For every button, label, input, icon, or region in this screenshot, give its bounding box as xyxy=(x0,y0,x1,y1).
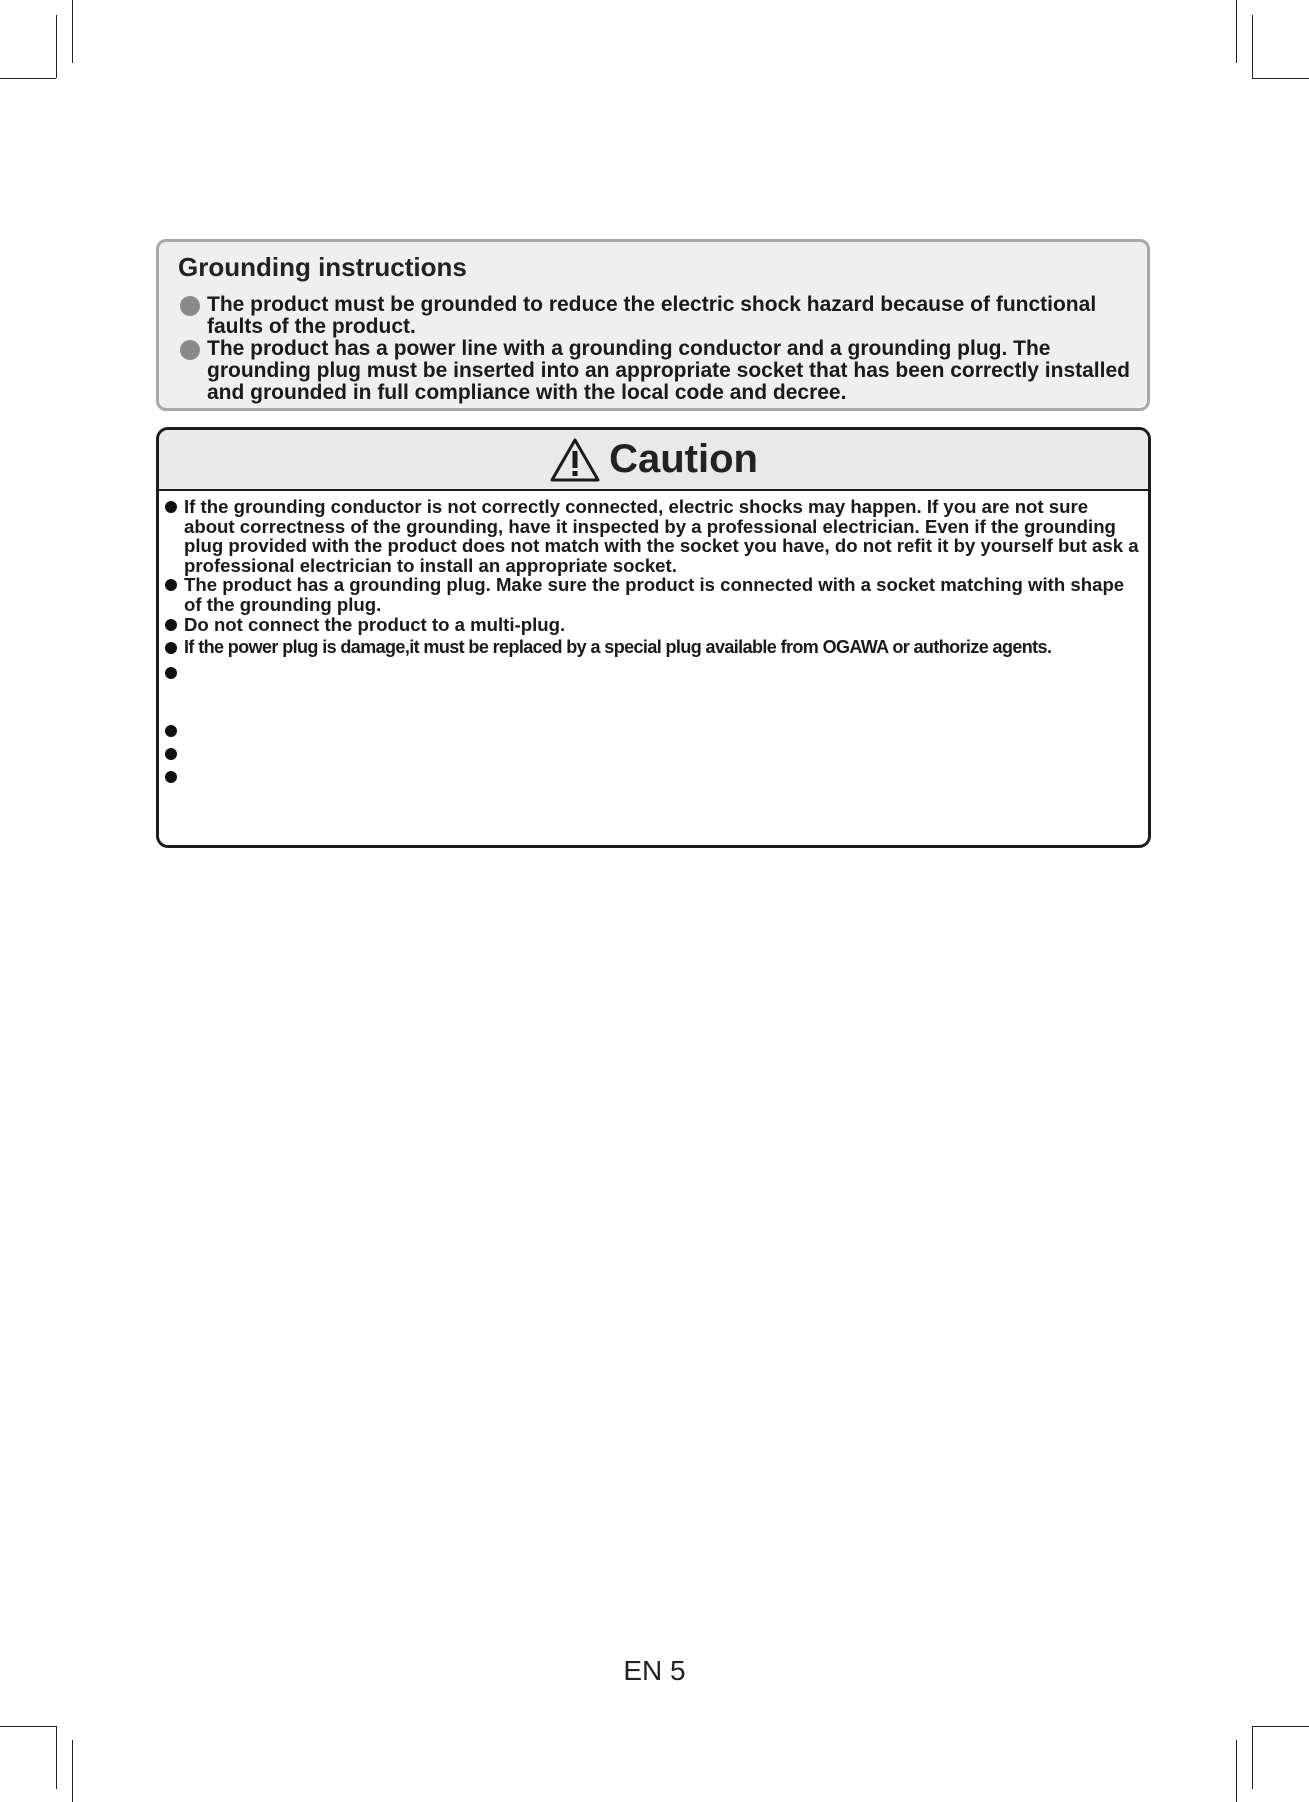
empty-bullet-icon xyxy=(165,725,177,737)
page-number: EN 5 xyxy=(623,1655,686,1686)
grounding-item: The product has a power line with a grounding conductor and a grounding plug. The grounding plug must be inserted into an appropriate socket that has been correctly installed and grounded in full compliance with the local code and decree. xyxy=(180,338,1140,404)
caution-title: Caution xyxy=(609,437,758,481)
caution-item: If the power plug is damage,it must be replaced by a special plug available from OGAWA or authorize agents. xyxy=(165,638,1140,658)
bullet-icon xyxy=(165,579,177,591)
grounding-instructions-box xyxy=(156,239,1150,411)
empty-bullet-icon xyxy=(165,667,177,679)
warning-triangle-icon xyxy=(549,437,601,483)
caution-header xyxy=(159,430,1148,491)
grounding-item: The product must be grounded to reduce the electric shock hazard because of functional faults of the product. xyxy=(180,294,1140,338)
crop-mark xyxy=(72,0,73,63)
empty-bullet-icon xyxy=(165,771,177,783)
crop-mark xyxy=(72,1740,73,1802)
crop-mark xyxy=(1252,78,1309,79)
caution-item: The product has a grounding plug. Make sure the product is connected with a socket matching with shape of the grounding plug. xyxy=(165,575,1140,614)
empty-bullet-icon xyxy=(165,748,177,760)
bullet-icon xyxy=(180,296,200,316)
caution-box xyxy=(156,427,1151,848)
caution-item: If the grounding conductor is not correctly connected, electric shocks may happen. If you are not sure about correctness of the grounding, have it inspected by a professional electrician. Even if the grounding plug provided with the product does not match with the socket you have, do not refit it by yourself but ask a professional electrician to install an appropriate socket. xyxy=(165,497,1140,575)
crop-mark xyxy=(56,15,57,78)
crop-mark xyxy=(1236,0,1237,63)
crop-mark xyxy=(1252,1726,1309,1727)
bullet-icon xyxy=(165,642,177,654)
grounding-list xyxy=(180,294,1140,404)
crop-mark xyxy=(1236,1740,1237,1802)
bullet-icon xyxy=(165,501,177,513)
crop-mark xyxy=(0,78,56,79)
caution-list xyxy=(165,497,1140,658)
caution-item: Do not connect the product to a multi-plug. xyxy=(165,615,1140,635)
crop-mark xyxy=(1252,1726,1253,1789)
grounding-title: Grounding instructions xyxy=(178,252,467,282)
bullet-icon xyxy=(165,619,177,631)
crop-mark xyxy=(0,1726,56,1727)
crop-mark xyxy=(1252,15,1253,78)
bullet-icon xyxy=(180,340,200,360)
crop-mark xyxy=(56,1726,57,1789)
